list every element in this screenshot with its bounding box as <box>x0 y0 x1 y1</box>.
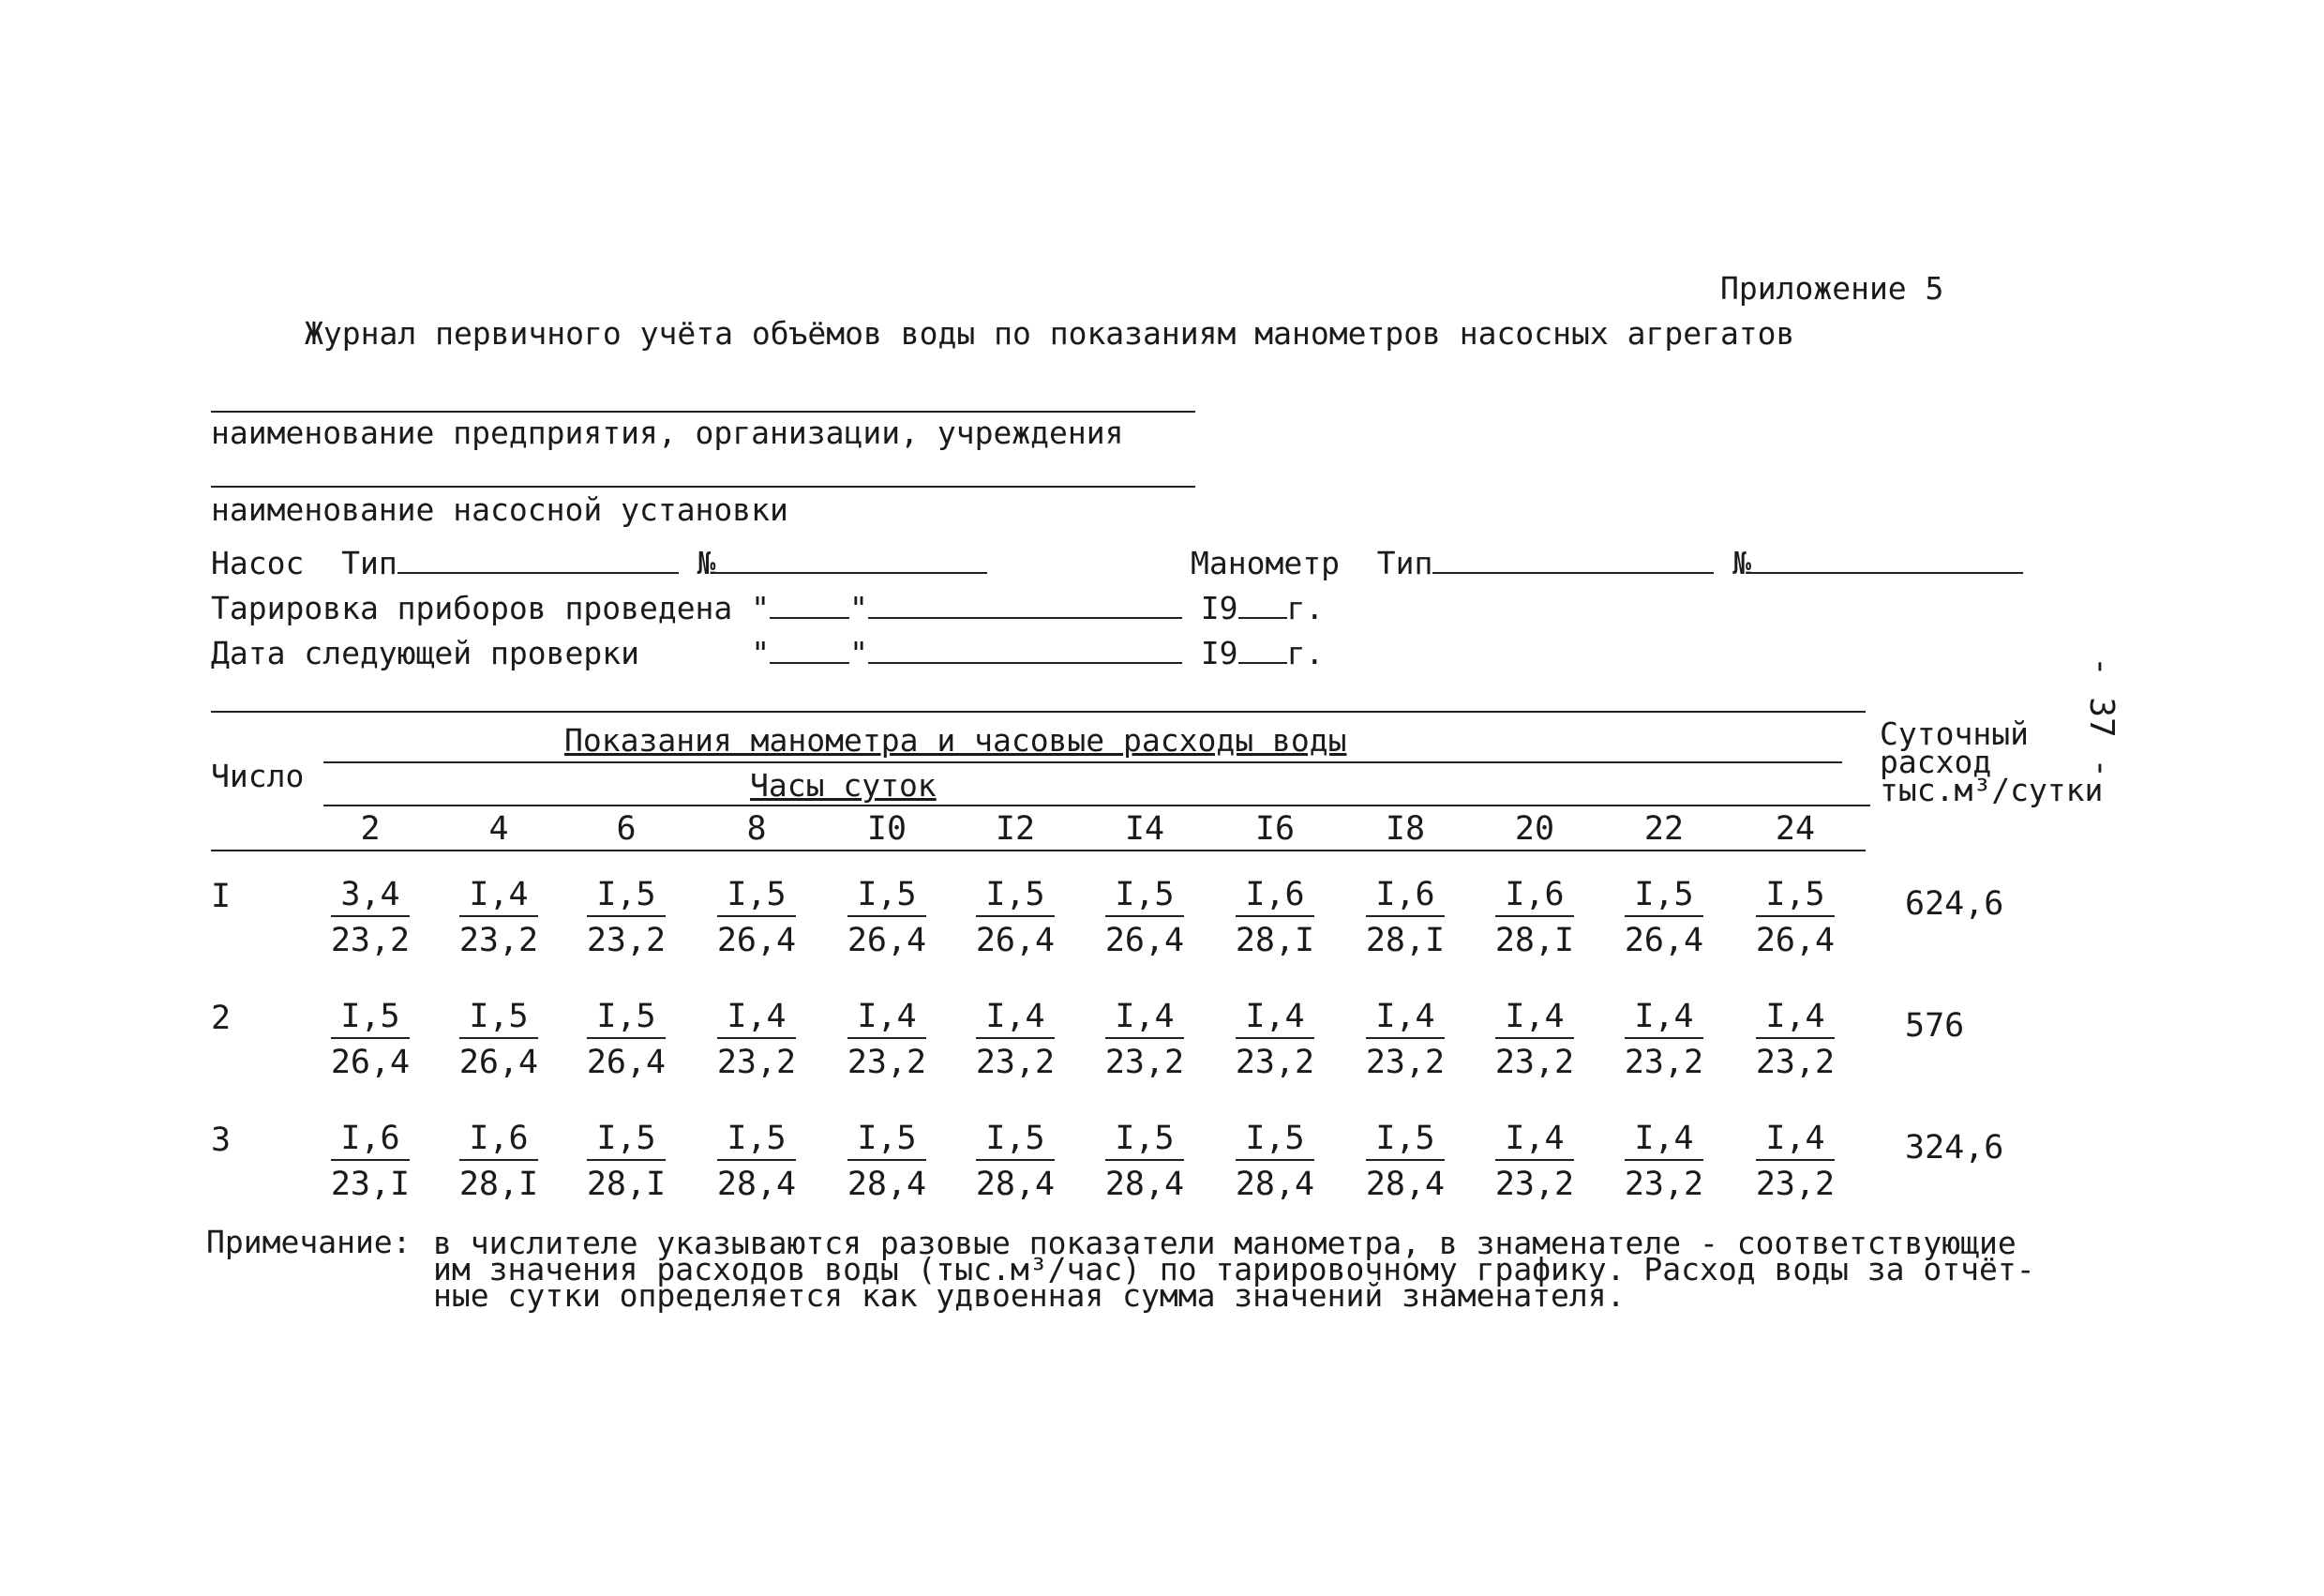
flow-value: 23,2 <box>330 922 411 959</box>
manometer-reading: I,6 <box>1505 876 1565 913</box>
manometer-reading: I,5 <box>596 998 656 1035</box>
total-header-line-2: расход <box>1880 744 1992 780</box>
next-check-month-blank <box>868 634 1182 664</box>
flow-value: 23,2 <box>847 1044 927 1081</box>
calibration-label: Тарировка приборов проведена <box>211 590 733 626</box>
flow-value: 28,I <box>1494 922 1575 959</box>
flow-value: 23,2 <box>1624 1166 1704 1203</box>
manometer-reading: I,5 <box>340 998 400 1035</box>
reading-cell <box>579 874 673 964</box>
reading-cell <box>1358 996 1452 1086</box>
reading-cell <box>1488 874 1582 964</box>
manometer-reading: I,4 <box>1505 1120 1565 1157</box>
reading-cell <box>840 874 934 964</box>
manometer-number-label: № <box>1732 545 1752 581</box>
reading-cell <box>452 874 546 964</box>
flow-value: 28,I <box>458 1166 539 1203</box>
next-check-quote-close: " <box>849 635 868 671</box>
flow-value: 26,4 <box>330 1044 411 1081</box>
calibration-field <box>211 589 1324 626</box>
flow-value: 23,2 <box>1755 1044 1836 1081</box>
reading-cell <box>579 996 673 1086</box>
manometer-reading: I,4 <box>1765 1120 1825 1157</box>
row-daily-total: 324,6 <box>1905 1129 2004 1167</box>
calibration-quote-close: " <box>849 590 868 626</box>
next-check-label: Дата следующей проверки <box>211 635 639 671</box>
flow-value: 28,4 <box>1235 1166 1315 1203</box>
hour-label: I6 <box>1254 810 1296 848</box>
manometer-reading: I,4 <box>857 998 917 1035</box>
reading-cell <box>452 996 546 1086</box>
reading-cell <box>968 874 1062 964</box>
next-check-day-blank <box>770 634 849 664</box>
hour-label: I8 <box>1385 810 1426 848</box>
total-header <box>1880 715 2104 808</box>
manometer-reading: 3,4 <box>340 876 400 913</box>
manometer-reading: I,5 <box>727 1120 787 1157</box>
manometer-reading: I,4 <box>1375 998 1435 1035</box>
enterprise-blank-line <box>211 411 1195 413</box>
hour-label: 8 <box>746 810 767 848</box>
reading-cell <box>323 1118 417 1208</box>
reading-cell <box>1228 1118 1322 1208</box>
reading-cell <box>1748 874 1842 964</box>
reading-cell <box>1617 874 1711 964</box>
manometer-reading: I,6 <box>469 1120 529 1157</box>
reading-cell <box>1228 996 1322 1086</box>
flow-value: 26,4 <box>716 922 797 959</box>
reading-cell <box>1617 996 1711 1086</box>
flow-value: 26,4 <box>847 922 927 959</box>
table-group-header: Показания манометра и часовые расходы воды <box>564 722 1347 759</box>
manometer-reading: I,5 <box>1634 876 1694 913</box>
manometer-reading: I,5 <box>1765 876 1825 913</box>
reading-cell <box>968 1118 1062 1208</box>
reading-cell <box>1098 1118 1192 1208</box>
pump-number-blank <box>715 544 987 574</box>
manometer-reading: I,5 <box>1375 1120 1435 1157</box>
manometer-number-blank <box>1751 544 2023 574</box>
row-day: 2 <box>211 1000 232 1037</box>
page-number: - 37 - <box>2082 656 2121 779</box>
note-line-2: им значения расходов воды (тыс.м³/час) по тарировочному графику. Расход воды за отчёт- <box>433 1251 2035 1287</box>
manometer-label: Манометр <box>1191 545 1340 581</box>
next-check-year-blank <box>1238 634 1287 664</box>
manometer-reading: I,5 <box>985 1120 1045 1157</box>
row-daily-total: 624,6 <box>1905 885 2004 923</box>
reading-cell <box>579 1118 673 1208</box>
flow-value: 28,I <box>586 1166 667 1203</box>
manometer-reading: I,5 <box>1245 1120 1305 1157</box>
pump-number-label: № <box>697 545 716 581</box>
total-header-line-3: тыс.м³/сутки <box>1880 772 2104 808</box>
reading-cell <box>1098 874 1192 964</box>
note-text <box>433 1225 2035 1314</box>
calibration-quote-open: " <box>751 590 771 626</box>
manometer-reading: I,4 <box>1115 998 1175 1035</box>
hour-label: 22 <box>1643 810 1685 848</box>
flow-value: 23,2 <box>1365 1044 1446 1081</box>
flow-value: 23,I <box>330 1166 411 1203</box>
flow-value: 23,2 <box>458 922 539 959</box>
reading-cell <box>1098 996 1192 1086</box>
reading-cell <box>323 996 417 1086</box>
manometer-reading: I,5 <box>596 876 656 913</box>
hours-header-rule <box>323 805 1870 806</box>
reading-cell <box>840 996 934 1086</box>
reading-cell <box>323 874 417 964</box>
table-top-rule <box>211 711 1866 713</box>
pump-type-blank <box>397 544 679 574</box>
reading-cell <box>1228 874 1322 964</box>
flow-value: 23,2 <box>1104 1044 1185 1081</box>
flow-value: 23,2 <box>1494 1166 1575 1203</box>
manometer-reading: I,4 <box>727 998 787 1035</box>
hour-label: 6 <box>616 810 637 848</box>
calibration-month-blank <box>868 589 1182 619</box>
flow-value: 23,2 <box>1624 1044 1704 1081</box>
pump-type-label: Тип <box>341 545 397 581</box>
flow-value: 28,I <box>1235 922 1315 959</box>
manometer-reading: I,5 <box>596 1120 656 1157</box>
group-header-rule <box>323 761 1842 763</box>
reading-cell <box>1488 1118 1582 1208</box>
reading-cell <box>1748 996 1842 1086</box>
reading-cell <box>710 996 803 1086</box>
manometer-field <box>1191 544 2023 581</box>
total-header-line-1: Суточный <box>1880 715 2029 752</box>
next-check-field <box>211 634 1324 671</box>
flow-value: 26,4 <box>975 922 1056 959</box>
appendix-label: Приложение 5 <box>1720 270 1944 307</box>
note-block <box>206 1224 412 1260</box>
reading-cell <box>840 1118 934 1208</box>
reading-cell <box>452 1118 546 1208</box>
hours-header: Часы суток <box>750 767 937 804</box>
flow-value: 28,4 <box>1104 1166 1185 1203</box>
manometer-reading: I,5 <box>1115 1120 1175 1157</box>
flow-value: 28,I <box>1365 922 1446 959</box>
row-day: I <box>211 878 232 915</box>
note-line-3: ные сутки определяется как удвоенная сумма значений знаменателя. <box>433 1277 1626 1314</box>
reading-cell <box>1358 1118 1452 1208</box>
manometer-reading: I,5 <box>857 1120 917 1157</box>
manometer-reading: I,4 <box>1634 998 1694 1035</box>
manometer-reading: I,5 <box>469 998 529 1035</box>
hour-label: 2 <box>360 810 381 848</box>
pump-label: Насос <box>211 545 305 581</box>
hour-label: I0 <box>866 810 907 848</box>
flow-value: 23,2 <box>975 1044 1056 1081</box>
manometer-type-label: Тип <box>1376 545 1433 581</box>
hour-label: 24 <box>1775 810 1816 848</box>
manometer-reading: I,6 <box>1375 876 1435 913</box>
pump-field <box>211 544 987 581</box>
manometer-reading: I,5 <box>1115 876 1175 913</box>
note-line-1: в числителе указываются разовые показатели манометра, в знаменателе - соответствующие <box>433 1225 2017 1261</box>
table-day-header: Число <box>211 758 305 794</box>
manometer-reading: I,4 <box>1634 1120 1694 1157</box>
reading-cell <box>1617 1118 1711 1208</box>
flow-value: 28,4 <box>975 1166 1056 1203</box>
flow-value: 23,2 <box>586 922 667 959</box>
manometer-reading: I,4 <box>469 876 529 913</box>
next-check-year-prefix: I9 <box>1200 635 1238 671</box>
flow-value: 23,2 <box>1755 1166 1836 1203</box>
flow-value: 28,4 <box>847 1166 927 1203</box>
flow-value: 28,4 <box>716 1166 797 1203</box>
next-check-quote-open: " <box>751 635 771 671</box>
reading-cell <box>1358 874 1452 964</box>
row-daily-total: 576 <box>1905 1007 1965 1045</box>
table-header-bottom-rule <box>211 850 1866 851</box>
flow-value: 23,2 <box>1235 1044 1315 1081</box>
calibration-year-prefix: I9 <box>1200 590 1238 626</box>
manometer-reading: I,4 <box>985 998 1045 1035</box>
hour-label: 20 <box>1514 810 1555 848</box>
hour-label: I4 <box>1124 810 1165 848</box>
manometer-reading: I,5 <box>727 876 787 913</box>
flow-value: 26,4 <box>458 1044 539 1081</box>
enterprise-caption: наименование предприятия, организации, учреждения <box>211 414 1124 451</box>
reading-cell <box>710 1118 803 1208</box>
hour-label: I2 <box>995 810 1036 848</box>
manometer-reading: I,4 <box>1245 998 1305 1035</box>
flow-value: 23,2 <box>716 1044 797 1081</box>
manometer-reading: I,5 <box>857 876 917 913</box>
flow-value: 26,4 <box>1624 922 1704 959</box>
manometer-reading: I,4 <box>1505 998 1565 1035</box>
station-blank-line <box>211 486 1195 488</box>
station-caption: наименование насосной установки <box>211 491 788 528</box>
reading-cell <box>968 996 1062 1086</box>
document-title: Журнал первичного учёта объёмов воды по показаниям манометров насосных агрегатов <box>305 315 1795 352</box>
flow-value: 23,2 <box>1494 1044 1575 1081</box>
manometer-reading: I,5 <box>985 876 1045 913</box>
calibration-year-blank <box>1238 589 1287 619</box>
manometer-reading: I,4 <box>1765 998 1825 1035</box>
flow-value: 26,4 <box>1755 922 1836 959</box>
manometer-reading: I,6 <box>340 1120 400 1157</box>
calibration-day-blank <box>770 589 849 619</box>
reading-cell <box>1748 1118 1842 1208</box>
flow-value: 28,4 <box>1365 1166 1446 1203</box>
note-label: Примечание: <box>206 1224 412 1260</box>
manometer-type-blank <box>1432 544 1714 574</box>
row-day: 3 <box>211 1122 232 1159</box>
calibration-year-suffix: г. <box>1286 590 1325 626</box>
reading-cell <box>710 874 803 964</box>
flow-value: 26,4 <box>1104 922 1185 959</box>
flow-value: 26,4 <box>586 1044 667 1081</box>
reading-cell <box>1488 996 1582 1086</box>
next-check-year-suffix: г. <box>1286 635 1325 671</box>
manometer-reading: I,6 <box>1245 876 1305 913</box>
hour-label: 4 <box>488 810 509 848</box>
